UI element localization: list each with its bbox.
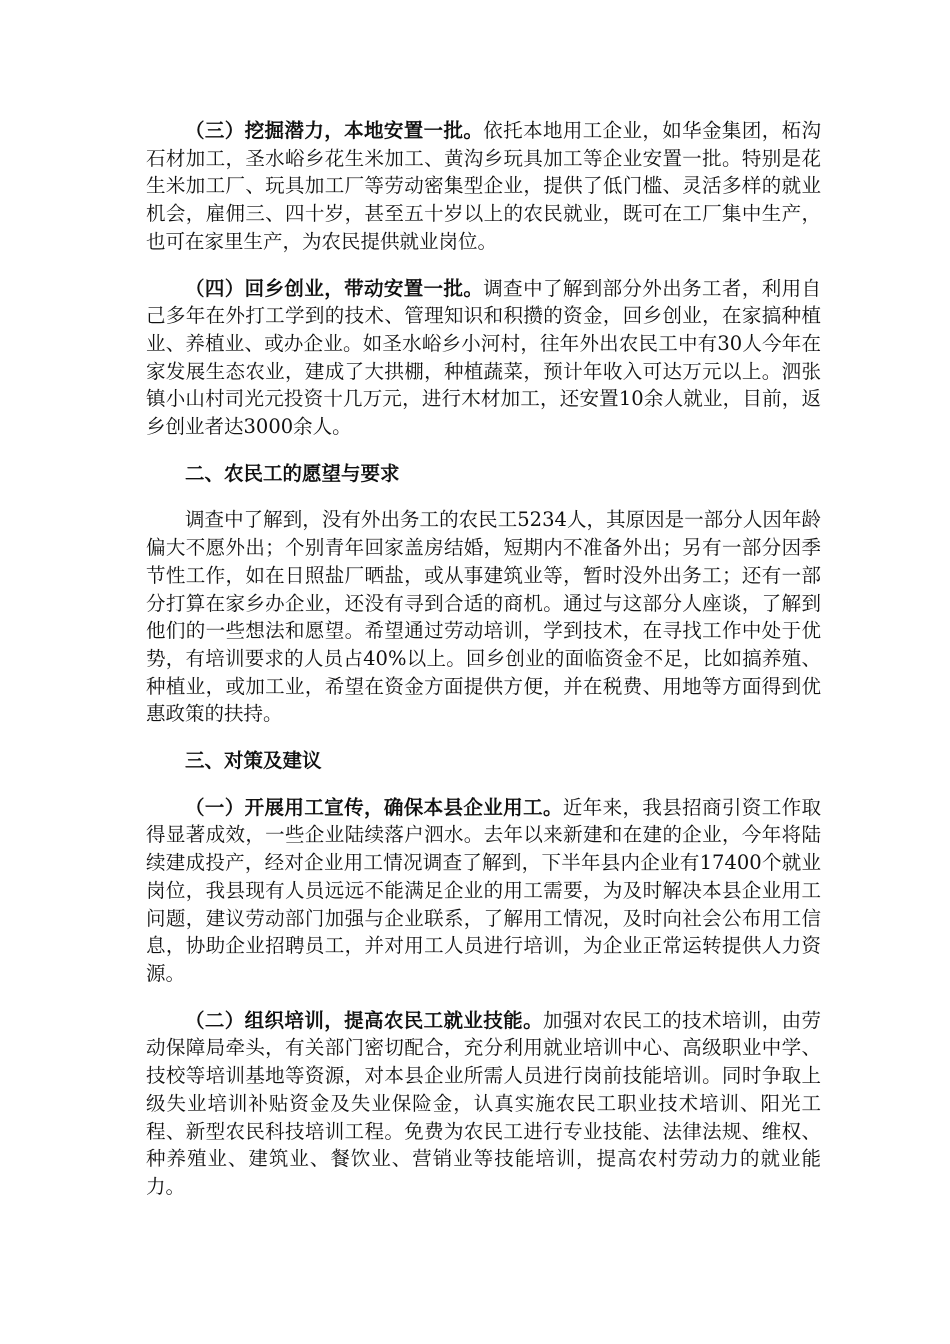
paragraph-text: 依托本地用工企业，如华金集团，柘沟石材加工，圣水峪乡花生米加工、黄沟乡玩具加工等企业安置一批。特别是花生米加工厂、玩具加工厂等劳动密集型企业，提供了低门槛、灵活多样的就业机会，雇佣三、四十岁，甚至五十岁以上的农民就业，既可在工厂集中生产，也可在家里生产，为农民提供就业岗位。 [146, 119, 821, 253]
paragraph-text: 近年来，我县招商引资工作取得显著成效，一些企业陆续落户泗水。去年以来新建和在建的企业，今年将陆续建成投产，经对企业用工情况调查了解到，下半年县内企业有17400个就业岗位，我县现有人员远远不能满足企业的用工需要，为及时解决本县企业用工问题，建议劳动部门加强与企业联系，了解用工情况，及时向社会公布用工信息，协助企业招聘员工，并对用工人员进行培训，为企业正常运转提供人力资源。 [146, 795, 821, 985]
paragraph-lead: （一）开展用工宣传，确保本县企业用工。 [185, 795, 563, 819]
paragraph-text: 调查中了解到部分外出务工者，利用自己多年在外打工学到的技术、管理知识和积攒的资金，回乡创业，在家搞种植业、养植业、或办企业。如圣水峪乡小河村，往年外出农民工中有30人今年在家发展生态农业，建成了大拱棚，种植蔬菜，预计年收入可达万元以上。泗张镇小山村司光元投资十几万元，进行木材加工，还安置10余人就业，目前，返乡创业者达3000余人。 [146, 276, 821, 439]
paragraph-wishes: 调查中了解到，没有外出务工的农民工5234人，其原因是一部分人因年龄偏大不愿外出；个别青年回家盖房结婚，短期内不准备外出；另有一部分因季节性工作，如在日照盐厂晒盐，或从事建筑业等，暂时没外出务工；还有一部分打算在家乡办企业，还没有寻到合适的商机。通过与这部分人座谈，了解到他们的一些想法和愿望。希望通过劳动培训，学到技术，在寻找工作中处于优势，有培训要求的人员占40%以上。回乡创业的面临资金不足，比如搞养殖、种植业，或加工业，希望在资金方面提供方便，并在税费、用地等方面得到优惠政策的扶持。 [146, 508, 821, 726]
paragraph-local-placement [146, 117, 821, 256]
section-heading-measures: 三、对策及建议 [185, 749, 322, 773]
document-body [146, 117, 821, 1220]
paragraph-lead: （三）挖掘潜力，本地安置一批。 [185, 119, 484, 142]
paragraph-return-entrepreneurship [146, 275, 821, 441]
section-heading-wishes: 二、农民工的愿望与要求 [185, 461, 400, 485]
paragraph-measure-publicity [146, 794, 821, 988]
paragraph-text: 加强对农民工的技术培训，由劳动保障局牵头，有关部门密切配合，充分利用就业培训中心、高级职业中学、技校等培训基地等资源，对本县企业所需人员进行岗前技能培训。同时争取上级失业培训补贴资金及失业保险金，认真实施农民工职业技术培训、阳光工程、新型农民科技培训工程。免费为农民工进行专业技能、法律法规、维权、种养殖业、建筑业、餐饮业、营销业等技能培训，提高农村劳动力的就业能力。 [146, 1008, 821, 1198]
paragraph-measure-training [146, 1007, 821, 1201]
paragraph-lead: （二）组织培训，提高农民工就业技能。 [185, 1008, 543, 1032]
paragraph-lead: （四）回乡创业，带动安置一批。 [185, 276, 484, 300]
